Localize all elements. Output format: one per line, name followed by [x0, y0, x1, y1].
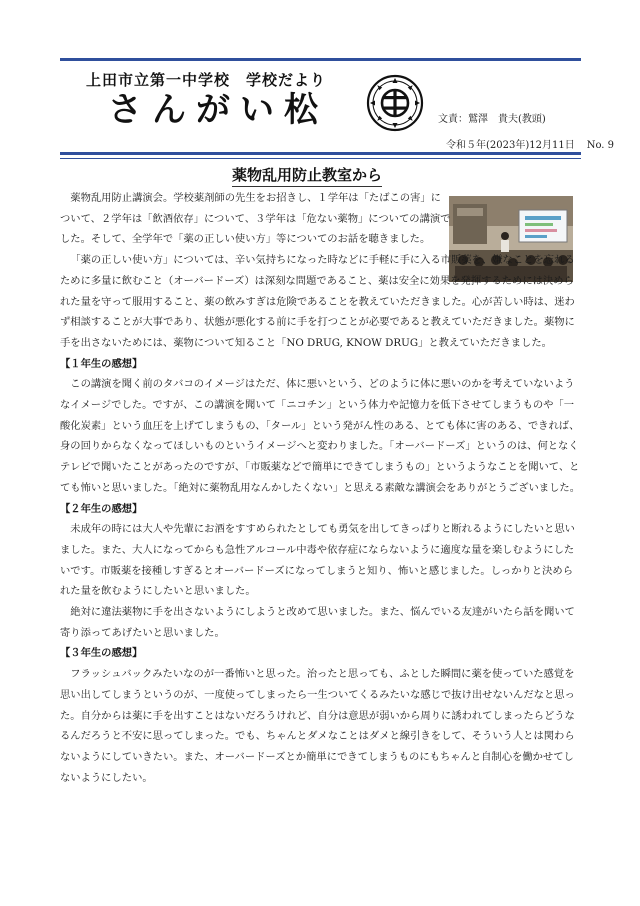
- grade2-impression-paragraph: 未成年の時には大人や先輩にお酒をすすめられたとしても勇気を出してきっぱりと断れるようにしたいと思いました。また、大人になってからも急性アルコール中毒や依存症にならないように適度な量を楽しむようにしたいです。市販薬を接種しすぎるとオーバードーズになってしまうと知り、怖いと感じました。しっかりと決められた量を飲むようにしたいと思いました。: [60, 523, 575, 598]
- article-body: [60, 188, 581, 788]
- masthead-title: さんがい松: [108, 90, 328, 130]
- header-rule-top: [60, 58, 581, 61]
- section-heading-grade1: 【１年生の感想】: [60, 357, 143, 370]
- section-heading-grade3: 【３年生の感想】: [60, 647, 143, 660]
- school-name: 上田市立第一中学校 学校だより: [86, 71, 327, 89]
- school-emblem-icon: [366, 74, 424, 132]
- author-credit: 文責：鷲澤 貴夫(教頭): [438, 114, 546, 125]
- article-paragraph: 「薬の正しい使い方」については、辛い気持ちになった時などに手軽に手に入る市販薬を、嫌なことを忘れるために多量に飲むこと（オーバードーズ）は深刻な問題であること、薬は安全に効果を発揮するためには決められた量を守って服用すること、薬の飲みすぎは危険であることを教えていただきました。心が苦しい時は、迷わず相談することが大事であり、状態が悪化する前に手を打つことが必要であると教えていただきました。薬物に手を出さないためには、薬物について知ること「NO DRUG, KNOW DRUG」と教えていただきました。: [60, 254, 575, 349]
- issue-dateline: [446, 136, 626, 151]
- grade2-impression-paragraph: 絶対に違法薬物に手を出さないようにしようと改めて思いました。また、悩んでいる友達がいたら話を聞いて寄り添ってあげたいと思いました。: [60, 606, 575, 639]
- header-rule-bottom: [60, 152, 581, 155]
- article-intro-paragraph: 薬物乱用防止講演会。学校薬剤師の先生をお招きし、１学年は「たばこの害」について、２学年は「飲酒依存」について、３学年は「危ない薬物」についての講演でした。そして、全学年で「薬の正しい使い方」等についてのお話を聴きました。: [60, 192, 451, 246]
- grade3-impression-paragraph: フラッシュバックみたいなのが一番怖いと思った。治ったと思っても、ふとした瞬間に薬を使っていた感覚を思い出してしまうというのが、一度使ってしまったら一生ついてくるみたいな感じで抜け出せないんだなと思った。自分からは薬に手を出すことはないだろうけれど、自分は意思が弱いから周りに誘われてしまったらどうなるんだろうと不安に思ってしまった。でも、ちゃんとダメなことはダメと線引きをして、そういう人とは関わらないようにしていきたい。また、オーバードーズとか簡単にできてしまうものにもちゃんと自制心を働かせてしないようにしたい。: [60, 668, 575, 784]
- issue-number: No. 9: [586, 140, 615, 151]
- header-rule-bottom-thin: [60, 158, 581, 159]
- section-heading-grade2: 【２年生の感想】: [60, 502, 143, 515]
- issue-date: 令和５年(2023年)12月11日: [446, 140, 575, 151]
- grade1-impression-paragraph: この講演を聞く前のタバコのイメージはただ、体に悪いという、どのように体に悪いのかを考えていないようなイメージでした。ですが、この講演を聞いて「ニコチン」という体力や記憶力を低下させてしまうものや「一酸化炭素」という血圧を上げてしまうもの、「タール」という発がん性のある、とても体に害のある、できれば、身の回りからなくなってほしいものというイメージへと変わりました。「オーバードーズ」というのは、何となくテレビで聞いたことがあったのですが、「市販薬などで簡単にできてしまうもの」というようなことを聞いて、とても怖いと思いました。「絶対に薬物乱用なんかしたくない」と思える素敵な講演会をありがとうございました。: [60, 378, 580, 494]
- article-headline: 薬物乱用防止教室から: [232, 164, 382, 187]
